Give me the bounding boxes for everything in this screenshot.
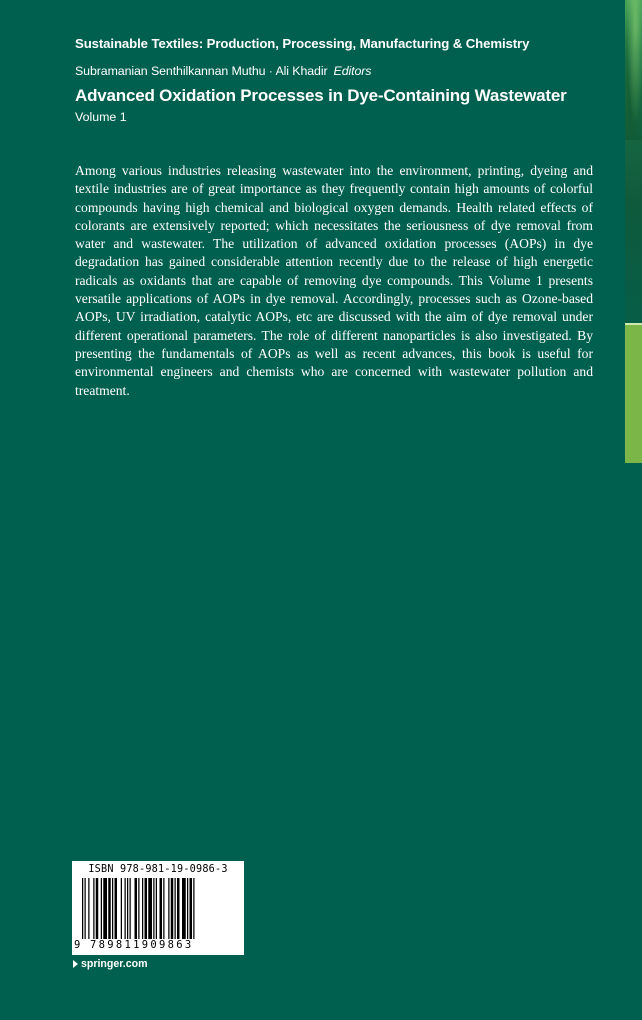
- editors-line: [75, 64, 371, 78]
- editor-names: Subramanian Senthilkannan Muthu · Ali Khadir: [75, 64, 328, 78]
- spine-accent-line: [625, 323, 642, 325]
- editors-role: Editors: [333, 64, 372, 78]
- ean-lead-digit: 9: [74, 939, 81, 951]
- publisher-link[interactable]: [73, 958, 148, 970]
- spine-accent-bar: [625, 323, 642, 463]
- leaf-image-edge: [625, 0, 642, 140]
- isbn-text: ISBN 978-981-19-0986-3: [88, 864, 228, 875]
- barcode-bars: [82, 878, 242, 939]
- volume-label: Volume 1: [75, 110, 127, 124]
- series-title: Sustainable Textiles: Production, Processing, Manufacturing & Chemistry: [75, 36, 530, 51]
- isbn-barcode: [72, 861, 244, 955]
- arrow-right-icon: [73, 960, 78, 968]
- book-description: Among various industries releasing wastewater into the environment, printing, dyeing and textile industries are of great importance as they frequently contain high amounts of colorful compounds having high chemical and biological oxygen demands. Health related effects of colorants are extensively reported; which necessitates the seriousness of dye removal from water and wastewater. The utilization of advanced oxidation processes (AOPs) in dye degradation has gained considerable attention recently due to the release of high energetic radicals as oxidants that are capable of removing dye compounds. This Volume 1 presents versatile applications of AOPs in dye removal. Accordingly, processes such as Ozone-based AOPs, UV irradiation, catalytic AOPs, etc are discussed with the aim of dye removal under different operational parameters. The role of different nanoparticles is also investigated. By presenting the fundamentals of AOPs as well as recent advances, this book is useful for environmental engineers and chemists who are concerned with wastewater pollution and treatment.: [75, 163, 593, 398]
- publisher-url: springer.com: [81, 958, 148, 970]
- spine-edge: [625, 0, 642, 1020]
- ean-remaining-digits: 789811909863: [90, 939, 194, 951]
- book-title: Advanced Oxidation Processes in Dye-Containing Wastewater: [75, 86, 567, 105]
